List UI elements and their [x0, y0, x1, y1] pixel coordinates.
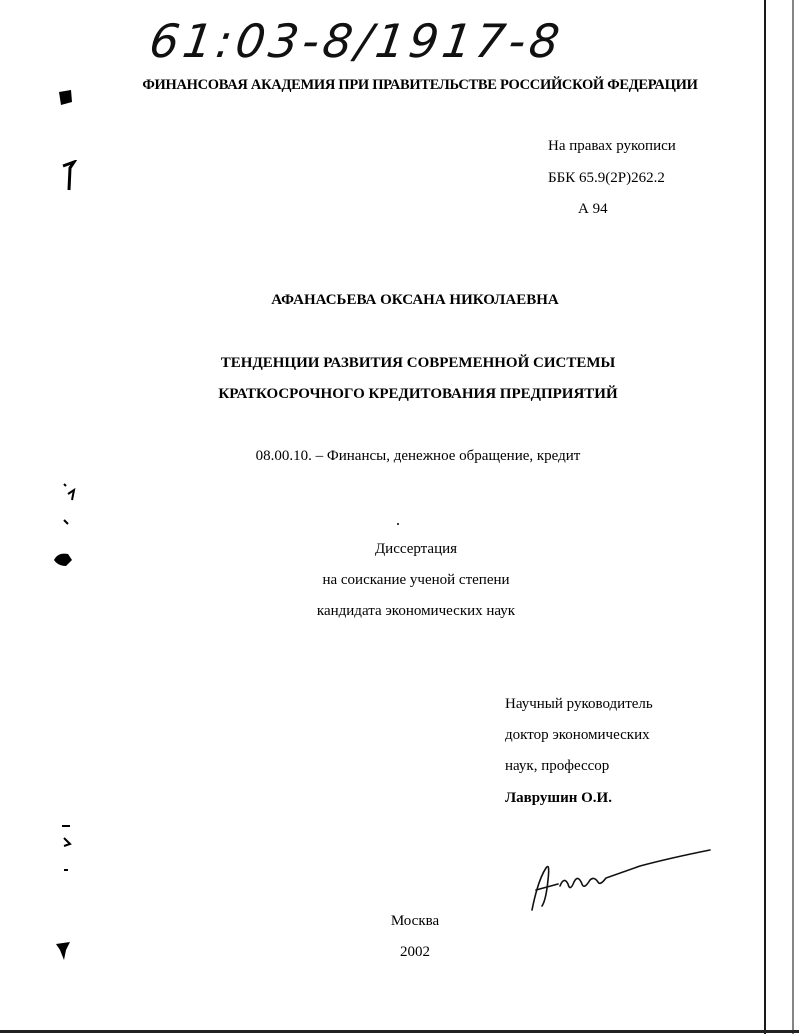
author-code: А 94: [578, 201, 608, 217]
city: Москва: [390, 913, 440, 929]
supervisor-role: Научный руководитель: [505, 696, 653, 712]
author-signature: [520, 840, 720, 920]
supervisor-degree: доктор экономических: [505, 727, 650, 743]
supervisor-name: Лаврушин О.И.: [505, 790, 612, 806]
thesis-title-line-1: ТЕНДЕНЦИИ РАЗВИТИЯ СОВРЕМЕННОЙ СИСТЕМЫ: [220, 355, 616, 371]
scan-frame-right-line: [764, 0, 766, 1034]
degree-line-3: кандидата экономических наук: [316, 603, 516, 619]
year: 2002: [400, 944, 430, 960]
specialty-code: 08.00.10. – Финансы, денежное обращение, кредит: [255, 448, 581, 464]
degree-line-2: на соискание ученой степени: [322, 572, 510, 588]
degree-line-1: Диссертация: [374, 541, 458, 557]
author-name: АФАНАСЬЕВА ОКСАНА НИКОЛАЕВНА: [271, 292, 559, 308]
thesis-title-line-2: КРАТКОСРОЧНОГО КРЕДИТОВАНИЯ ПРЕДПРИЯТИЙ: [218, 386, 618, 402]
supervisor-title: наук, профессор: [505, 758, 610, 774]
scan-dot-mark: [396, 522, 400, 526]
scan-artifact-mark: [60, 160, 80, 200]
institution-heading: ФИНАНСОВАЯ АКАДЕМИЯ ПРИ ПРАВИТЕЛЬСТВЕ РОССИЙСКОЙ ФЕДЕРАЦИИ: [142, 77, 698, 93]
rights-notice: На правах рукописи: [548, 138, 676, 154]
scan-speck-mark: [60, 480, 80, 530]
scan-speck-mark: [58, 822, 78, 882]
archive-number-handwritten: 61:03-8/1917-8: [146, 14, 567, 68]
bbk-code: ББК 65.9(2Р)262.2: [548, 170, 665, 186]
scan-frame-edge-line: [792, 0, 794, 1034]
scan-frame-bottom-line: [0, 1030, 799, 1033]
